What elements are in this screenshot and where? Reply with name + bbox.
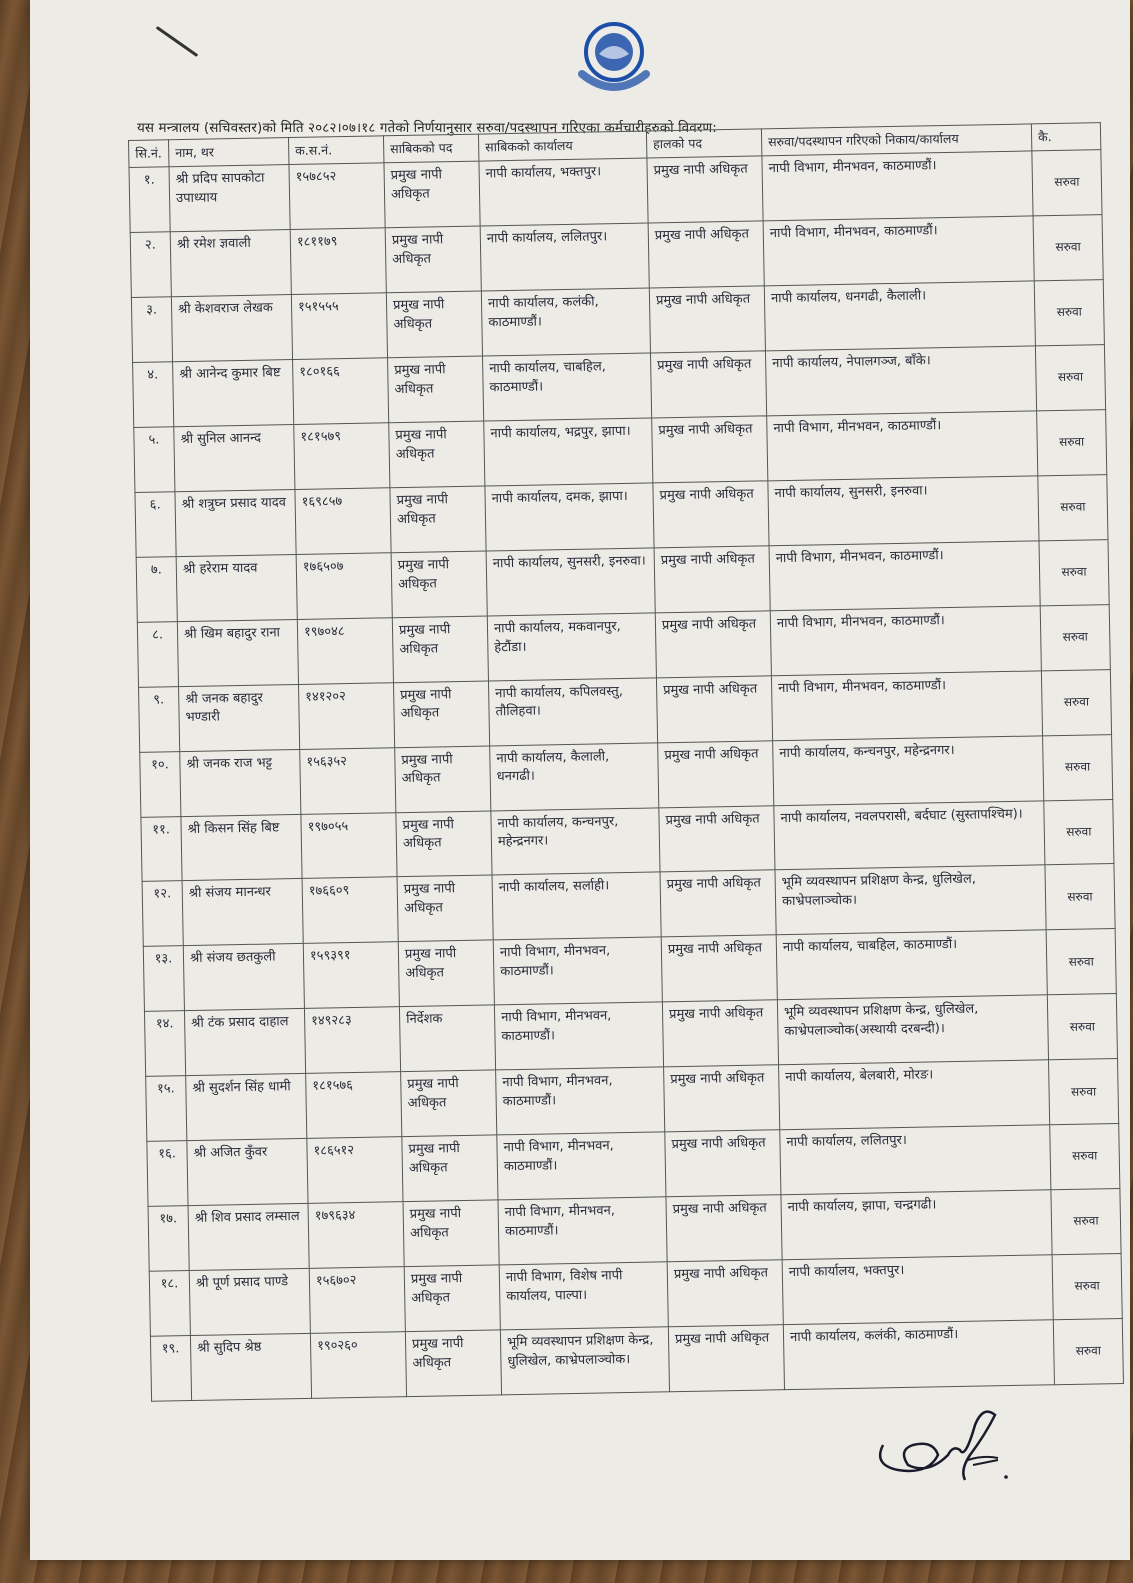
remark-cell: सरुवा xyxy=(1043,734,1113,800)
header-employee-number: क.स.नं. xyxy=(288,136,383,165)
previous-office-cell: नापी विभाग, मीनभवन, काठमाण्डौं। xyxy=(494,1002,663,1070)
new-office-cell: नापी कार्यालय, झापा, चन्द्रगढी। xyxy=(781,1190,1052,1260)
previous-office-cell: भूमि व्यवस्थापन प्रशिक्षण केन्द्र, धुलिखेल, काभ्रेपलाञ्चोक। xyxy=(500,1327,669,1395)
current-post-cell: प्रमुख नापी अधिकृत xyxy=(662,1000,778,1067)
previous-post-cell: प्रमुख नापी अधिकृत xyxy=(391,551,487,618)
previous-office-cell: नापी कार्यालय, ललितपुर। xyxy=(480,223,649,291)
name-cell: श्री सुनिल आनन्द xyxy=(174,424,295,491)
previous-office-cell: नापी विभाग, मीनभवन, काठमाण्डौं। xyxy=(493,937,662,1005)
remark-cell: सरुवा xyxy=(1044,799,1114,865)
employee-number-cell: १५६७०२ xyxy=(309,1267,405,1334)
name-cell: श्री केशवराज लेखक xyxy=(171,295,292,362)
remark-cell: सरुवा xyxy=(1035,345,1105,411)
header-current-post: हालको पद xyxy=(646,129,761,158)
current-post-cell: प्रमुख नापी अधिकृत xyxy=(659,805,775,872)
remark-cell: सरुवा xyxy=(1032,150,1102,216)
current-post-cell: प्रमुख नापी अधिकृत xyxy=(665,1130,781,1197)
name-cell: श्री किसन सिंह बिष्ट xyxy=(181,814,302,881)
current-post-cell: प्रमुख नापी अधिकृत xyxy=(658,740,774,807)
transfer-table xyxy=(128,122,1124,1402)
new-office-cell: भूमि व्यवस्थापन प्रशिक्षण केन्द्र, धुलिखेल, काभ्रेपलाञ्चोक। xyxy=(775,865,1046,935)
government-seal-icon xyxy=(568,12,660,104)
current-post-cell: प्रमुख नापी अधिकृत xyxy=(656,675,772,742)
employee-number-cell: १४९२८३ xyxy=(304,1007,400,1074)
remark-cell: सरुवा xyxy=(1039,539,1109,605)
previous-post-cell: प्रमुख नापी अधिकृत xyxy=(404,1265,500,1332)
serial-cell: १७. xyxy=(148,1206,189,1272)
employee-number-cell: १५९३९१ xyxy=(303,942,399,1009)
current-post-cell: प्रमुख नापी अधिकृत xyxy=(664,1065,780,1132)
previous-post-cell: प्रमुख नापी अधिकृत xyxy=(396,810,492,877)
employee-number-cell: १७६६०९ xyxy=(302,877,398,944)
name-cell: श्री संजय छतकुली xyxy=(183,944,304,1011)
previous-office-cell: नापी कार्यालय, कपिलवस्तु, तौलिहवा। xyxy=(488,678,657,746)
remark-cell: सरुवा xyxy=(1033,215,1103,281)
serial-cell: २. xyxy=(130,232,171,298)
serial-cell: ५. xyxy=(134,427,175,493)
new-office-cell: नापी कार्यालय, नेपालगञ्ज, बाँके। xyxy=(765,346,1036,416)
header-remark: कै. xyxy=(1031,123,1100,151)
employee-number-cell: १७९६३४ xyxy=(308,1202,404,1269)
new-office-cell: नापी विभाग, मीनभवन, काठमाण्डौं। xyxy=(770,606,1041,676)
new-office-cell: नापी कार्यालय, धनगढी, कैलाली। xyxy=(764,281,1035,351)
header-previous-post: साबिकको पद xyxy=(383,134,478,163)
name-cell: श्री प्रदिप सापकोटा उपाध्याय xyxy=(169,165,290,232)
employee-number-cell: १९७०४८ xyxy=(297,617,393,684)
new-office-cell: नापी कार्यालय, कन्चनपुर, महेन्द्रनगर। xyxy=(773,735,1044,805)
previous-post-cell: प्रमुख नापी अधिकृत xyxy=(386,291,482,358)
previous-post-cell: प्रमुख नापी अधिकृत xyxy=(388,356,484,423)
employee-number-cell: १९०२६० xyxy=(310,1332,406,1399)
remark-cell: सरुवा xyxy=(1047,994,1117,1060)
employee-number-cell: १८१५७६ xyxy=(306,1072,402,1139)
new-office-cell: नापी विभाग, मीनभवन, काठमाण्डौं। xyxy=(769,541,1040,611)
previous-post-cell: प्रमुख नापी अधिकृत xyxy=(405,1330,501,1397)
previous-office-cell: नापी कार्यालय, चाबहिल, काठमाण्डौं। xyxy=(483,353,652,421)
remark-cell: सरुवा xyxy=(1045,864,1115,930)
current-post-cell: प्रमुख नापी अधिकृत xyxy=(661,935,777,1002)
employee-number-cell: १६९८५७ xyxy=(295,488,391,555)
remark-cell: सरुवा xyxy=(1050,1124,1120,1190)
new-office-cell: नापी कार्यालय, नवलपरासी, बर्दघाट (सुस्तापश्चिम)। xyxy=(774,800,1045,870)
signature xyxy=(858,1405,1038,1495)
employee-number-cell: १८०१६६ xyxy=(293,358,389,425)
previous-office-cell: नापी विभाग, मीनभवन, काठमाण्डौं। xyxy=(496,1067,665,1135)
remark-cell: सरुवा xyxy=(1049,1059,1119,1125)
name-cell: श्री अजित कुँवर xyxy=(187,1139,308,1206)
serial-cell: १९. xyxy=(150,1336,191,1402)
employee-number-cell: १५१५५५ xyxy=(291,293,387,360)
name-cell: श्री सुदिप श्रेष्ठ xyxy=(190,1333,311,1400)
current-post-cell: प्रमुख नापी अधिकृत xyxy=(667,1260,783,1327)
serial-cell: १५. xyxy=(146,1076,187,1142)
current-post-cell: प्रमुख नापी अधिकृत xyxy=(647,156,763,223)
employee-number-cell: १८११७९ xyxy=(290,228,386,295)
name-cell: श्री जनक बहादुर भण्डारी xyxy=(179,684,300,751)
name-cell: श्री रमेश ज्ञवाली xyxy=(170,230,291,297)
previous-office-cell: नापी कार्यालय, भक्तपुर। xyxy=(479,158,648,226)
previous-post-cell: निर्देशक xyxy=(399,1005,495,1072)
current-post-cell: प्रमुख नापी अधिकृत xyxy=(652,416,768,483)
header-serial: सि.नं. xyxy=(129,140,169,168)
remark-cell: सरुवा xyxy=(1037,410,1107,476)
new-office-cell: नापी विभाग, मीनभवन, काठमाण्डौं। xyxy=(763,216,1034,286)
previous-office-cell: नापी कार्यालय, कन्चनपुर, महेन्द्रनगर। xyxy=(491,807,660,875)
serial-cell: १३. xyxy=(143,946,184,1012)
previous-office-cell: नापी कार्यालय, सुनसरी, इनरुवा। xyxy=(486,548,655,616)
previous-office-cell: नापी कार्यालय, सर्लाही। xyxy=(492,872,661,940)
serial-cell: १०. xyxy=(140,751,181,817)
employee-number-cell: १९७०५५ xyxy=(301,812,397,879)
name-cell: श्री हरेराम यादव xyxy=(176,554,297,621)
name-cell: श्री पूर्ण प्रसाद पाण्डे xyxy=(189,1268,310,1335)
name-cell: श्री शिव प्रसाद लम्साल xyxy=(188,1204,309,1271)
new-office-cell: नापी कार्यालय, सुनसरी, इनरुवा। xyxy=(768,476,1039,546)
current-post-cell: प्रमुख नापी अधिकृत xyxy=(654,546,770,613)
current-post-cell: प्रमुख नापी अधिकृत xyxy=(649,286,765,353)
new-office-cell: नापी कार्यालय, चाबहिल, काठमाण्डौं। xyxy=(776,930,1047,1000)
previous-office-cell: नापी कार्यालय, कलंकी, काठमाण्डौं। xyxy=(481,288,650,356)
serial-cell: ९. xyxy=(139,686,180,752)
serial-cell: १२. xyxy=(142,881,183,947)
serial-cell: ८. xyxy=(137,621,178,687)
new-office-cell: नापी विभाग, मीनभवन, काठमाण्डौं। xyxy=(762,151,1033,221)
new-office-cell: नापी कार्यालय, बेलबारी, मोरङ। xyxy=(779,1060,1050,1130)
previous-post-cell: प्रमुख नापी अधिकृत xyxy=(384,161,480,228)
remark-cell: सरुवा xyxy=(1038,474,1108,540)
new-office-cell: नापी विभाग, मीनभवन, काठमाण्डौं। xyxy=(771,670,1042,740)
serial-cell: ११. xyxy=(141,816,182,882)
serial-cell: १६. xyxy=(147,1141,188,1207)
previous-office-cell: नापी विभाग, मीनभवन, काठमाण्डौं। xyxy=(497,1132,666,1200)
employee-number-cell: १८६५१२ xyxy=(307,1137,403,1204)
serial-cell: १८. xyxy=(149,1271,190,1337)
new-office-cell: नापी विभाग, मीनभवन, काठमाण्डौं। xyxy=(767,411,1038,481)
employee-number-cell: १५६३५२ xyxy=(300,747,396,814)
remark-cell: सरुवा xyxy=(1034,280,1104,346)
employee-number-cell: १७६५०७ xyxy=(296,552,392,619)
previous-post-cell: प्रमुख नापी अधिकृत xyxy=(392,616,488,683)
table-body xyxy=(129,150,1123,1401)
name-cell: श्री टंक प्रसाद दाहाल xyxy=(184,1009,305,1076)
previous-office-cell: नापी कार्यालय, कैलाली, धनगढी। xyxy=(490,742,659,810)
current-post-cell: प्रमुख नापी अधिकृत xyxy=(666,1195,782,1262)
current-post-cell: प्रमुख नापी अधिकृत xyxy=(660,870,776,937)
name-cell: श्री संजय मानन्धर xyxy=(182,879,303,946)
serial-cell: १४. xyxy=(144,1011,185,1077)
previous-post-cell: प्रमुख नापी अधिकृत xyxy=(390,486,486,553)
remark-cell: सरुवा xyxy=(1053,1318,1123,1384)
intro-text: यस मन्त्रालय (सचिवस्तर)को मिति २०८२।०७।१८ गतेको निर्णयानुसार सरुवा/पदस्थापन गरिएका कर्मचारीहरुको विवरण: xyxy=(137,120,717,136)
serial-cell: ४. xyxy=(133,362,174,428)
previous-post-cell: प्रमुख नापी अधिकृत xyxy=(395,746,491,813)
previous-office-cell: नापी कार्यालय, दमक, झापा। xyxy=(485,483,654,551)
previous-office-cell: नापी विभाग, विशेष नापी कार्यालय, पाल्पा। xyxy=(499,1262,668,1330)
header-new-office: सरुवा/पदस्थापन गरिएको निकाय/कार्यालय xyxy=(761,124,1031,156)
current-post-cell: प्रमुख नापी अधिकृत xyxy=(650,351,766,418)
new-office-cell: नापी कार्यालय, भक्तपुर। xyxy=(782,1255,1053,1325)
header-name: नाम, थर xyxy=(169,138,289,167)
employee-number-cell: १४१२०२ xyxy=(298,682,394,749)
transfer-table-wrapper xyxy=(128,122,1123,1402)
remark-cell: सरुवा xyxy=(1051,1189,1121,1255)
previous-post-cell: प्रमुख नापी अधिकृत xyxy=(401,1070,497,1137)
previous-post-cell: प्रमुख नापी अधिकृत xyxy=(402,1135,498,1202)
remark-cell: सरुवा xyxy=(1040,604,1110,670)
new-office-cell: भूमि व्यवस्थापन प्रशिक्षण केन्द्र, धुलिखेल, काभ्रेपलाञ्चोक(अस्थायी दरबन्दी)। xyxy=(777,995,1048,1065)
header-previous-office: साबिकको कार्यालय xyxy=(478,131,646,161)
previous-post-cell: प्रमुख नापी अधिकृत xyxy=(393,681,489,748)
remark-cell: सरुवा xyxy=(1052,1254,1122,1320)
previous-post-cell: प्रमुख नापी अधिकृत xyxy=(389,421,485,488)
remark-cell: सरुवा xyxy=(1041,669,1111,735)
serial-cell: ६. xyxy=(135,492,176,558)
employee-number-cell: १८१५७९ xyxy=(294,423,390,490)
previous-office-cell: नापी विभाग, मीनभवन, काठमाण्डौं। xyxy=(498,1197,667,1265)
current-post-cell: प्रमुख नापी अधिकृत xyxy=(668,1325,784,1392)
previous-office-cell: नापी कार्यालय, भद्रपुर, झापा। xyxy=(484,418,653,486)
current-post-cell: प्रमुख नापी अधिकृत xyxy=(648,221,764,288)
serial-cell: ७. xyxy=(136,556,177,622)
remark-cell: सरुवा xyxy=(1046,929,1116,995)
serial-cell: ३. xyxy=(131,297,172,363)
current-post-cell: प्रमुख नापी अधिकृत xyxy=(653,481,769,548)
pen-mark xyxy=(156,26,199,57)
serial-cell: १. xyxy=(129,167,170,233)
new-office-cell: नापी कार्यालय, कलंकी, काठमाण्डौं। xyxy=(783,1320,1054,1390)
previous-office-cell: नापी कार्यालय, मकवानपुर, हेटौंडा। xyxy=(487,613,656,681)
previous-post-cell: प्रमुख नापी अधिकृत xyxy=(397,875,493,942)
name-cell: श्री जनक राज भट्ट xyxy=(180,749,301,816)
name-cell: श्री सुदर्शन सिंह धामी xyxy=(186,1074,307,1141)
employee-number-cell: १५७८५२ xyxy=(289,163,385,230)
previous-post-cell: प्रमुख नापी अधिकृत xyxy=(398,940,494,1007)
name-cell: श्री आनेन्द कुमार बिष्ट xyxy=(173,359,294,426)
name-cell: श्री खिम बहादुर राना xyxy=(177,619,298,686)
new-office-cell: नापी कार्यालय, ललितपुर। xyxy=(780,1125,1051,1195)
name-cell: श्री शत्रुघ्न प्रसाद यादव xyxy=(175,489,296,556)
previous-post-cell: प्रमुख नापी अधिकृत xyxy=(385,226,481,293)
current-post-cell: प्रमुख नापी अधिकृत xyxy=(655,610,771,677)
previous-post-cell: प्रमुख नापी अधिकृत xyxy=(403,1200,499,1267)
